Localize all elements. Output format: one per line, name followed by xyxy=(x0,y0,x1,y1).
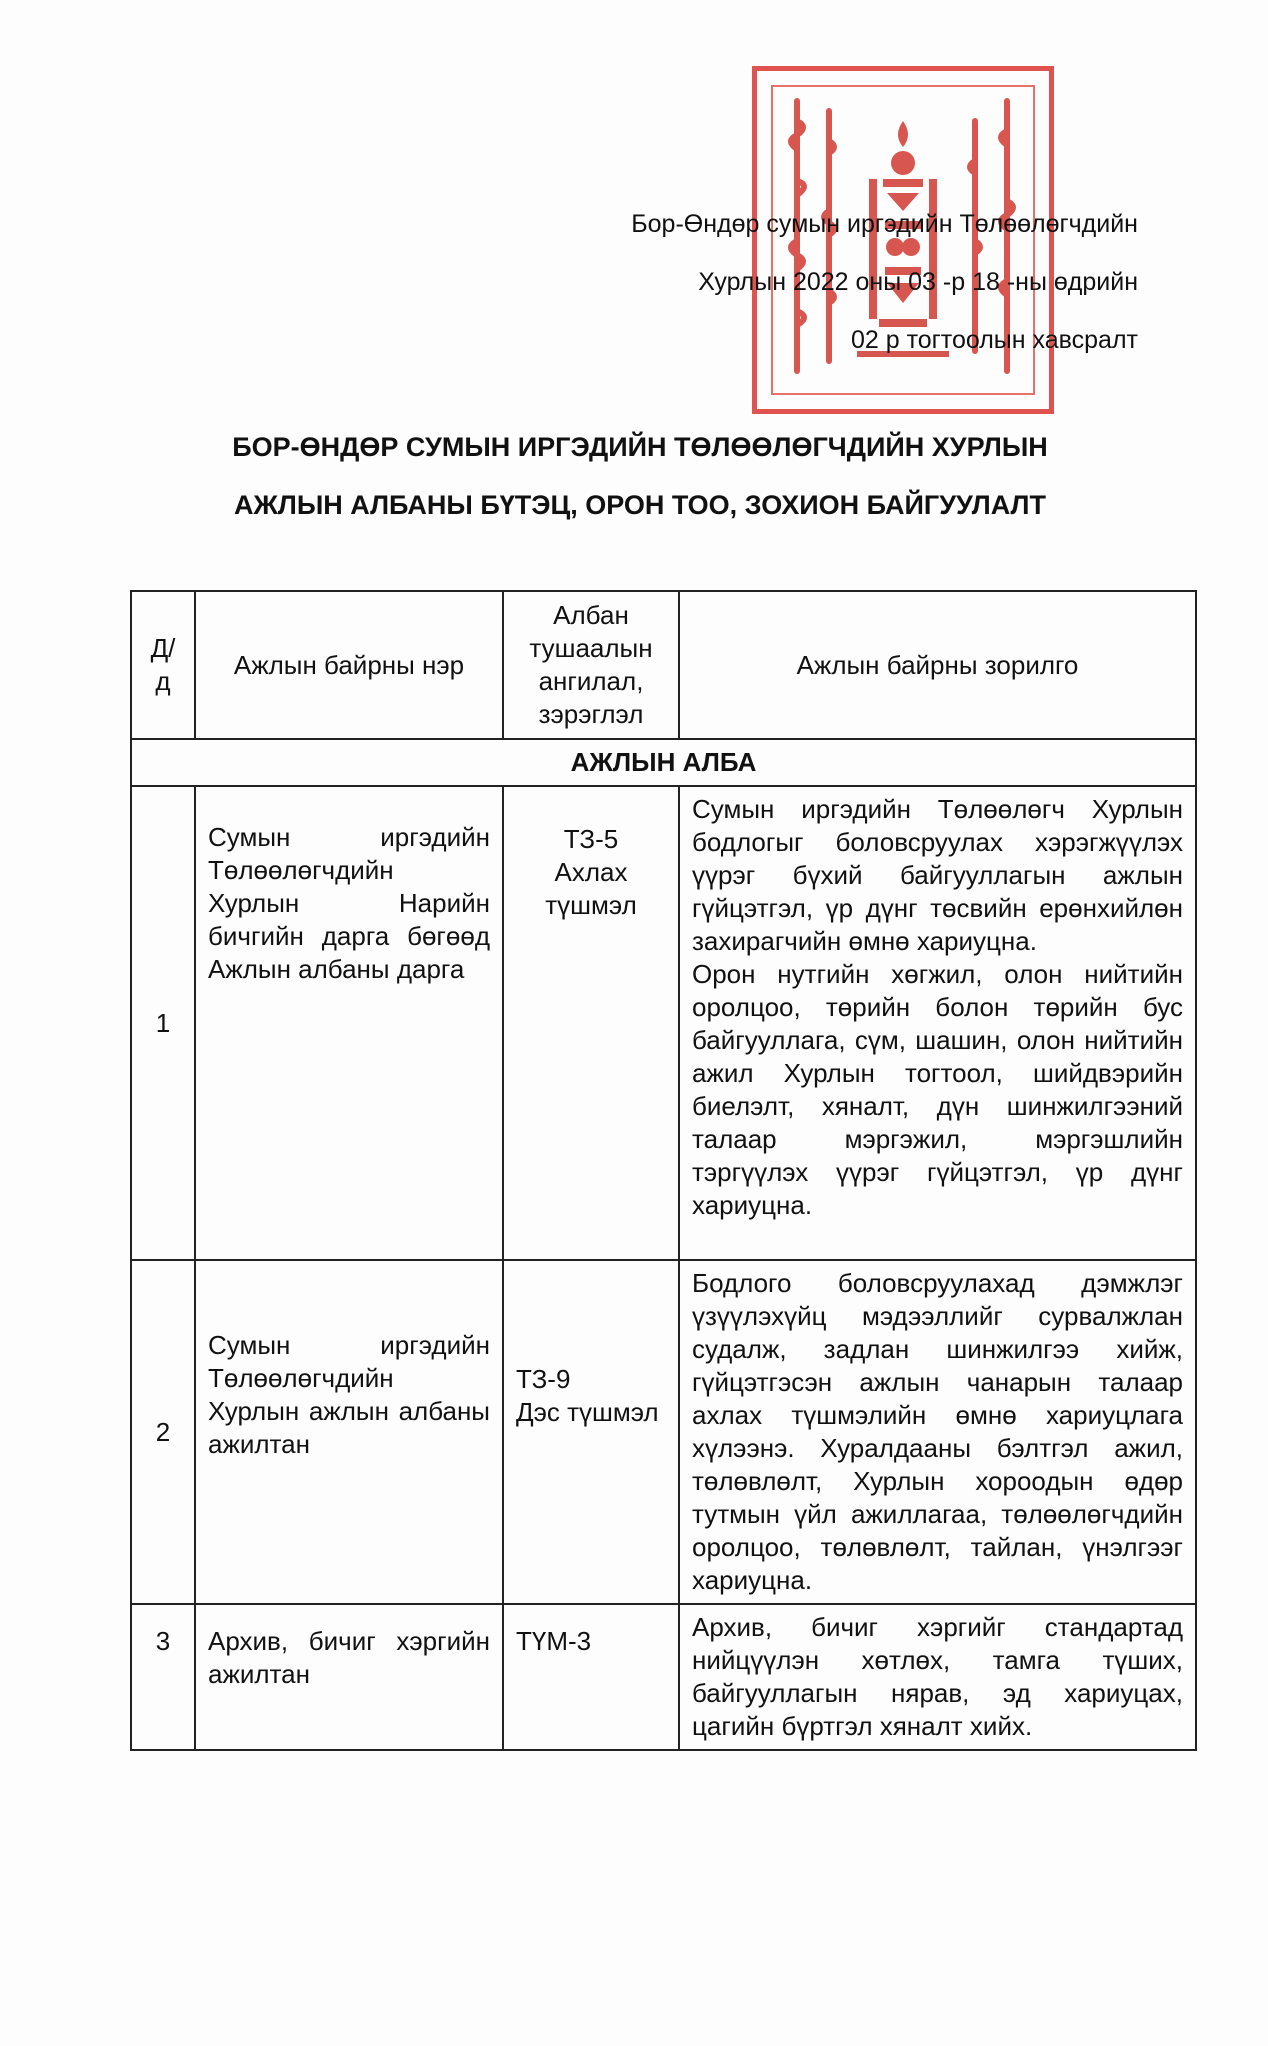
position-name: Архив, бичиг хэргийн ажилтан xyxy=(195,1604,503,1750)
attachment-line-3: 02 р тогтоолын хавсралт xyxy=(851,326,1138,354)
goal-paragraph-1: Сумын иргэдийн Төлөөлөгч Хурлын бодлогыг боловсруулах хэрэгжүүлэх үүрэг бүхий байгууллагын ажлын гүйцэтгэл, үр дүнг төсвийн ерөнхийлөн захирагчийн өмнө хариуцна. xyxy=(692,794,1183,956)
row-number: 2 xyxy=(131,1260,195,1604)
position-goal xyxy=(679,1260,1196,1604)
position-category xyxy=(503,1604,679,1750)
table-row xyxy=(131,786,1196,1260)
document-title xyxy=(150,418,1130,534)
category-code: ТЗ-9 xyxy=(516,1364,571,1394)
goal-paragraph-2: Орон нутгийн хөгжил, олон нийтийн оролцоо, төрийн болон төрийн бус байгууллага, сүм, шашин, олон нийтийн ажил Хурлын тогтоол, шийдвэрийн биелэлт, хяналт, дүн шинжилгээний талаар мэргэжил, мэргэшлийн тэргүүлэх үүрэг гүйцэтгэл, үр дүнг хариуцна. xyxy=(692,959,1183,1220)
section-row xyxy=(131,739,1196,786)
table-row xyxy=(131,1604,1196,1750)
position-goal xyxy=(679,786,1196,1260)
position-goal xyxy=(679,1604,1196,1750)
header-name: Ажлын байрны нэр xyxy=(195,591,503,739)
goal-paragraph-1: Бодлого боловсруулахад дэмжлэг үзүүлэхүйц мэдээллийг сурвалжлан судалж, задлан шинжилгээ хийж, гүйцэтгэсэн ажлын чанарын талаар ахлах түшмэлийн өмнө хариуцлага хүлээнэ. Хуралдааны бэлтгэл ажил, төлөвлөлт, Хурлын хороодын өдөр тутмын үйл ажиллагаа, төлөөлөгчдийн оролцоо, төлөвлөлт, тайлан, үнэлгээг хариуцна. xyxy=(692,1268,1183,1595)
position-category xyxy=(503,1260,679,1604)
row-number: 1 xyxy=(131,786,195,1260)
table-row xyxy=(131,1260,1196,1604)
header-category: Албан тушаалын ангилал, зэрэглэл xyxy=(503,591,679,739)
position-name: Сумын иргэдийн Төлөөлөгчдийн Хурлын ажлын албаны ажилтан xyxy=(195,1260,503,1604)
section-title: АЖЛЫН АЛБА xyxy=(131,739,1196,786)
category-rank: Дэс түшмэл xyxy=(516,1397,659,1427)
position-category xyxy=(503,786,679,1260)
staff-structure-table xyxy=(130,590,1197,1751)
header-goal: Ажлын байрны зорилго xyxy=(679,591,1196,739)
category-rank: Ахлах түшмэл xyxy=(545,857,637,920)
attachment-line-1: Бор-Өндөр сумын иргэдийн Төлөөлөгчдийн xyxy=(631,210,1138,238)
title-line-1: БОР-ӨНДӨР СУМЫН ИРГЭДИЙН ТӨЛӨӨЛӨГЧДИЙН ХУРЛЫН xyxy=(232,432,1048,462)
goal-paragraph-1: Архив, бичиг хэргийг стандартад нийцүүлэн хөтлөх, тамга түших, байгууллагын нярав, эд хариуцах, цагийн бүртгэл хяналт хийх. xyxy=(692,1612,1183,1741)
attachment-line-2: Хурлын 2022 оны 03 -р 18 -ны өдрийн xyxy=(698,268,1138,296)
category-code: ТЗ-5 xyxy=(563,824,619,854)
title-line-2: АЖЛЫН АЛБАНЫ БҮТЭЦ, ОРОН ТОО, ЗОХИОН БАЙГУУЛАЛТ xyxy=(233,490,1046,520)
row-number: 3 xyxy=(131,1604,195,1750)
position-name: Сумын иргэдийн Төлөөлөгчдийн Хурлын Нарийн бичгийн дарга бөгөөд Ажлын албаны дарга xyxy=(195,786,503,1260)
table-header-row xyxy=(131,591,1196,739)
header-no: Д/д xyxy=(131,591,195,739)
attachment-note xyxy=(631,195,1138,369)
category-code: ТҮМ-3 xyxy=(516,1626,592,1656)
